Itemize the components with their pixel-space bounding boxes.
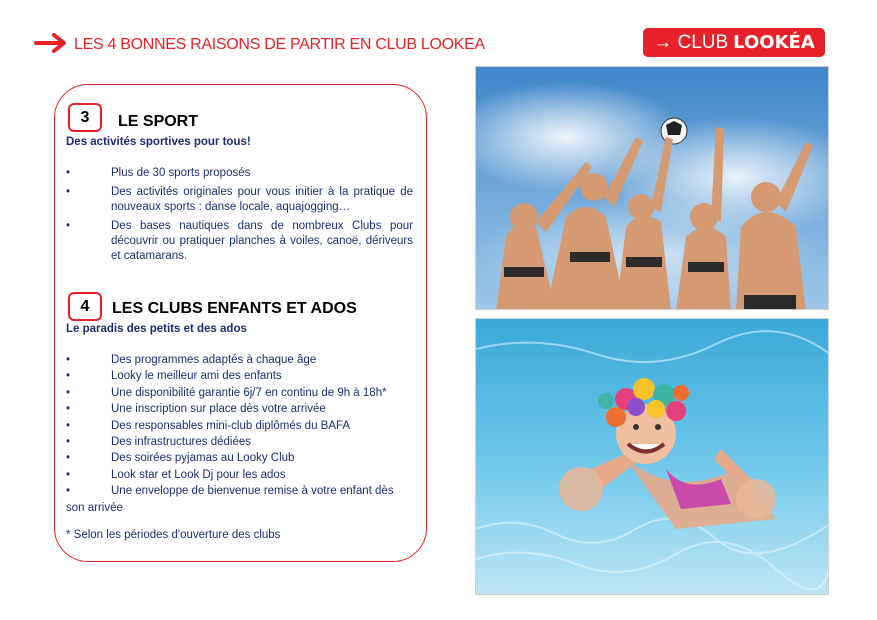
- list-item: [66, 483, 413, 516]
- bullet: •: [66, 354, 71, 366]
- sport-list: [66, 166, 413, 268]
- child-swimming-photo: [475, 318, 829, 595]
- list-item: [66, 219, 413, 264]
- bullet: •: [66, 468, 71, 481]
- bullet: •: [66, 419, 71, 432]
- badge-prefix: → CLUB: [653, 31, 729, 53]
- photo-illustration: [476, 67, 829, 310]
- bullet: •: [66, 186, 71, 198]
- bullet: •: [66, 386, 71, 399]
- list-item-text: Des programmes adaptés à chaque âge: [111, 354, 317, 366]
- beach-volleyball-photo: [475, 66, 829, 310]
- section-number-3: 3: [68, 103, 102, 132]
- bullet: •: [66, 436, 71, 449]
- photo-illustration: [476, 319, 829, 595]
- badge-brand: LOOKÉA: [733, 32, 815, 53]
- bullet: •: [66, 403, 71, 416]
- bullet: •: [66, 370, 71, 383]
- list-item: [66, 418, 413, 434]
- list-item-text: Des responsables mini-club diplômés du BAFA: [111, 419, 351, 432]
- list-item: [66, 401, 413, 417]
- list-item: [66, 368, 413, 384]
- list-item-text: Des infrastructures dédiées: [111, 436, 251, 449]
- bullet: •: [66, 167, 71, 179]
- list-item: [66, 467, 413, 483]
- red-arrow-icon: [34, 33, 68, 53]
- bullet: •: [66, 452, 71, 465]
- kids-subtitle: Le paradis des petits et des ados: [66, 323, 247, 335]
- section-number-4: 4: [68, 292, 102, 321]
- list-item: [66, 434, 413, 450]
- list-item-text: Une inscription sur place dès votre arrivée: [111, 403, 326, 416]
- list-item-text: Looky le meilleur ami des enfants: [111, 370, 282, 383]
- club-lookea-logo: [643, 28, 825, 57]
- list-item-text: Une disponibilité garantie 6j/7 en continu de 9h à 18h*: [111, 386, 387, 399]
- sport-title: LE SPORT: [118, 113, 199, 130]
- bullet: •: [66, 220, 71, 232]
- list-item-text: Des activités originales pour vous initier à la pratique de nouveaux sports : danse locale, aquajogging…: [111, 186, 413, 213]
- bullet: •: [66, 485, 71, 498]
- sport-subtitle: Des activités sportives pour tous!: [66, 136, 251, 148]
- list-item: [66, 385, 413, 401]
- list-item-text: Look star et Look Dj pour les ados: [111, 468, 286, 481]
- footnote: * Selon les périodes d'ouverture des clubs: [66, 529, 281, 541]
- list-item-text: Plus de 30 sports proposés: [111, 167, 251, 179]
- list-item: [66, 185, 413, 215]
- list-item: [66, 450, 413, 466]
- list-item-text: Une enveloppe de bienvenue remise à votre enfant dès son arrivée: [66, 485, 394, 514]
- page-title: LES 4 BONNES RAISONS DE PARTIR EN CLUB LOOKEA: [74, 36, 485, 53]
- kids-list: [66, 352, 413, 516]
- list-item: [66, 352, 413, 368]
- list-item-text: Des bases nautiques dans de nombreux Clubs pour découvrir ou pratiquer planches à voiles, canoë, dériveurs et catamarans.: [111, 220, 413, 262]
- kids-title: LES CLUBS ENFANTS ET ADOS: [112, 300, 357, 317]
- list-item: [66, 166, 413, 181]
- list-item-text: Des soirées pyjamas au Looky Club: [111, 452, 295, 465]
